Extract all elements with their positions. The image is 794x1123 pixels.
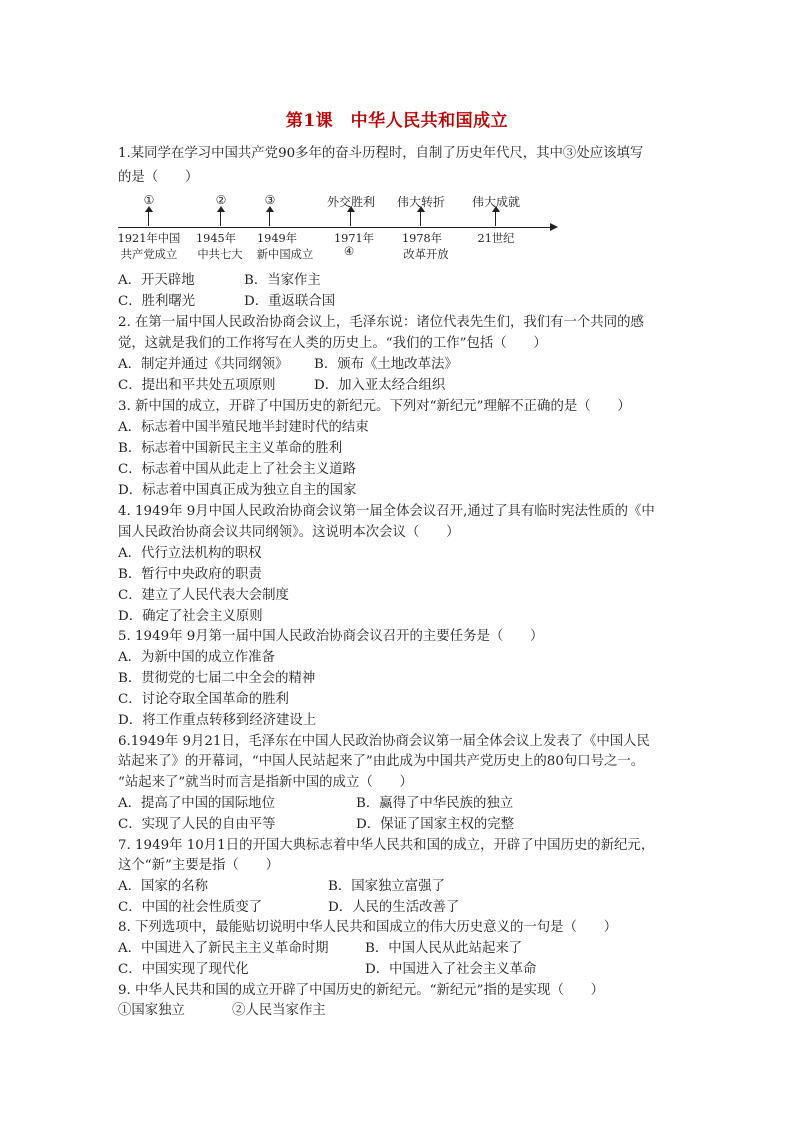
q2-stem-line2: 觉，这就是我们的工作将写在人类的历史上。“我们的工作”包括（ ） xyxy=(118,336,547,351)
q2-option-b: B．颁布《土地改革法》 xyxy=(314,357,458,372)
q5-option-d: D．将工作重点转移到经济建设上 xyxy=(118,713,317,728)
q2-option-d: D．加入亚太经合组织 xyxy=(314,378,446,393)
q4-option-b: B．暂行中央政府的职责 xyxy=(118,567,262,582)
timeline-tick-5 xyxy=(420,209,421,226)
timeline-event-label: 共产党成立 xyxy=(120,248,178,261)
q7-option-b: B．国家独立富强了 xyxy=(328,879,445,894)
q1-option-d: D．重返联合国 xyxy=(244,294,336,309)
q1-stem-line2: 的是（ ） xyxy=(118,170,199,185)
timeline-tick-1 xyxy=(148,209,149,226)
q4-option-d: D．确定了社会主义原则 xyxy=(118,609,263,624)
q5-option-a: A．为新中国的成立作准备 xyxy=(118,650,275,665)
q6-option-c: C．实现了人民的自由平等 xyxy=(118,817,276,832)
timeline-top-label: ② xyxy=(215,193,227,207)
q3-option-a: A．标志着中国半殖民地半封建时代的结束 xyxy=(118,420,369,435)
q2-stem-line1: 2. 在第一届中国人民政治协商会议上，毛泽东说：诸位代表先生们，我们有一个共同的感 xyxy=(118,315,644,330)
q6-stem-line2: 站起来了》的开幕词，“中国人民站起来了”由此成为中国共产党历史上的80句口号之一。 xyxy=(118,754,645,769)
q4-option-a: A．代行立法机构的职权 xyxy=(118,546,262,561)
timeline-tick-3 xyxy=(269,209,270,226)
q6-option-b: B．赢得了中华民族的独立 xyxy=(356,796,514,811)
lesson-title: 第1课 中华人民共和国成立 xyxy=(285,111,509,131)
q8-option-d: D．中国进入了社会主义革命 xyxy=(365,962,537,977)
q9-item-2: ②人民当家作主 xyxy=(232,1003,326,1018)
q8-option-b: B．中国人民从此站起来了 xyxy=(365,941,523,956)
timeline-event-label: 改革开放 xyxy=(403,248,449,261)
q1-option-b: B．当家作主 xyxy=(244,273,321,288)
timeline-tick-4 xyxy=(350,209,351,226)
q6-stem-line1: 6.1949年 9月21日，毛泽东在中国人民政治协商会议第一届全体会议上发表了《中国人民 xyxy=(118,734,650,749)
q6-option-a: A．提高了中国的国际地位 xyxy=(118,796,275,811)
timeline-top-label: 外交胜利 xyxy=(326,195,376,209)
q3-stem-line1: 3. 新中国的成立，开辟了中国历史的新纪元。下列对“新纪元”理解不正确的是（ ） xyxy=(118,399,631,414)
timeline-event-label: ④ xyxy=(343,245,355,258)
q6-stem-line3: “站起来了”就当时而言是指新中国的成立（ ） xyxy=(118,775,413,790)
timeline-event-label: 中共七大 xyxy=(197,248,243,261)
q7-option-c: C．中国的社会性质变了 xyxy=(118,900,263,915)
q3-option-d: D．标志着中国真正成为独立自主的国家 xyxy=(118,483,357,498)
q8-option-c: C．中国实现了现代化 xyxy=(118,962,249,977)
q8-option-a: A．中国进入了新民主主义革命时期 xyxy=(118,941,329,956)
timeline-top-label: ① xyxy=(143,193,155,207)
timeline-arrow-icon xyxy=(550,223,558,231)
timeline-tick-6 xyxy=(495,209,496,226)
timeline-year-label: 1945年 xyxy=(195,232,237,245)
q3-option-c: C．标志着中国从此走上了社会主义道路 xyxy=(118,462,356,477)
q4-stem-line2: 国人民政治协商会议共同纲领》。这说明本次会议（ ） xyxy=(118,525,460,540)
q1-option-c: C．胜利曙光 xyxy=(118,294,196,309)
timeline-year-label: 1978年 xyxy=(401,232,443,245)
timeline-top-label: 伟大成就 xyxy=(471,195,521,209)
q1-stem-line1: 1.某同学在学习中国共产党90多年的奋斗历程时，自制了历史年代尺，其中③处应该填写 xyxy=(118,146,644,161)
q4-stem-line1: 4. 1949年 9月中国人民政治协商会议第一届全体会议召开,通过了具有临时宪法性质的《中 xyxy=(118,504,655,519)
timeline-tick-2 xyxy=(220,209,221,226)
timeline-year-label: 1949年 xyxy=(256,232,298,245)
q1-option-a: A．开天辟地 xyxy=(118,273,195,288)
q7-stem-line1: 7. 1949年 10月1日的开国大典标志着中华人民共和国的成立，开辟了中国历史的新纪元， xyxy=(118,838,655,853)
timeline-ruler xyxy=(118,192,578,267)
q7-stem-line2: 这个“新”主要是指（ ） xyxy=(118,858,279,873)
timeline-top-label: 伟大转折 xyxy=(396,195,446,209)
q7-option-a: A．国家的名称 xyxy=(118,879,209,894)
timeline-year-label: 21世纪 xyxy=(477,232,515,245)
q3-option-b: B．标志着中国新民主主义革命的胜利 xyxy=(118,441,343,456)
q9-item-1: ①国家独立 xyxy=(118,1003,185,1018)
timeline-event-label: 新中国成立 xyxy=(256,248,314,261)
q4-option-c: C．建立了人民代表大会制度 xyxy=(118,588,289,603)
timeline-year-label: 1971年 xyxy=(333,232,375,245)
q2-option-a: A．制定并通过《共同纲领》 xyxy=(118,357,289,372)
q2-option-c: C．提出和平共处五项原则 xyxy=(118,378,276,393)
q5-option-b: B．贯彻党的七届二中全会的精神 xyxy=(118,671,316,686)
q8-stem-line1: 8. 下列选项中，最能贴切说明中华人民共和国成立的伟大历史意义的一句是（ ） xyxy=(118,920,618,935)
timeline-year-label: 1921年中国 xyxy=(117,232,181,245)
q9-stem-line1: 9. 中华人民共和国的成立开辟了中国历史的新纪元。“新纪元”指的是实现（ ） xyxy=(118,983,605,998)
timeline-top-label: ③ xyxy=(264,193,276,207)
q5-stem-line1: 5. 1949年 9月第一届中国人民政治协商会议召开的主要任务是（ ） xyxy=(118,629,544,644)
q7-option-d: D．人民的生活改善了 xyxy=(328,900,460,915)
q5-option-c: C．讨论夺取全国革命的胜利 xyxy=(118,692,289,707)
q6-option-d: D．保证了国家主权的完整 xyxy=(356,817,515,832)
timeline-axis xyxy=(118,227,555,228)
